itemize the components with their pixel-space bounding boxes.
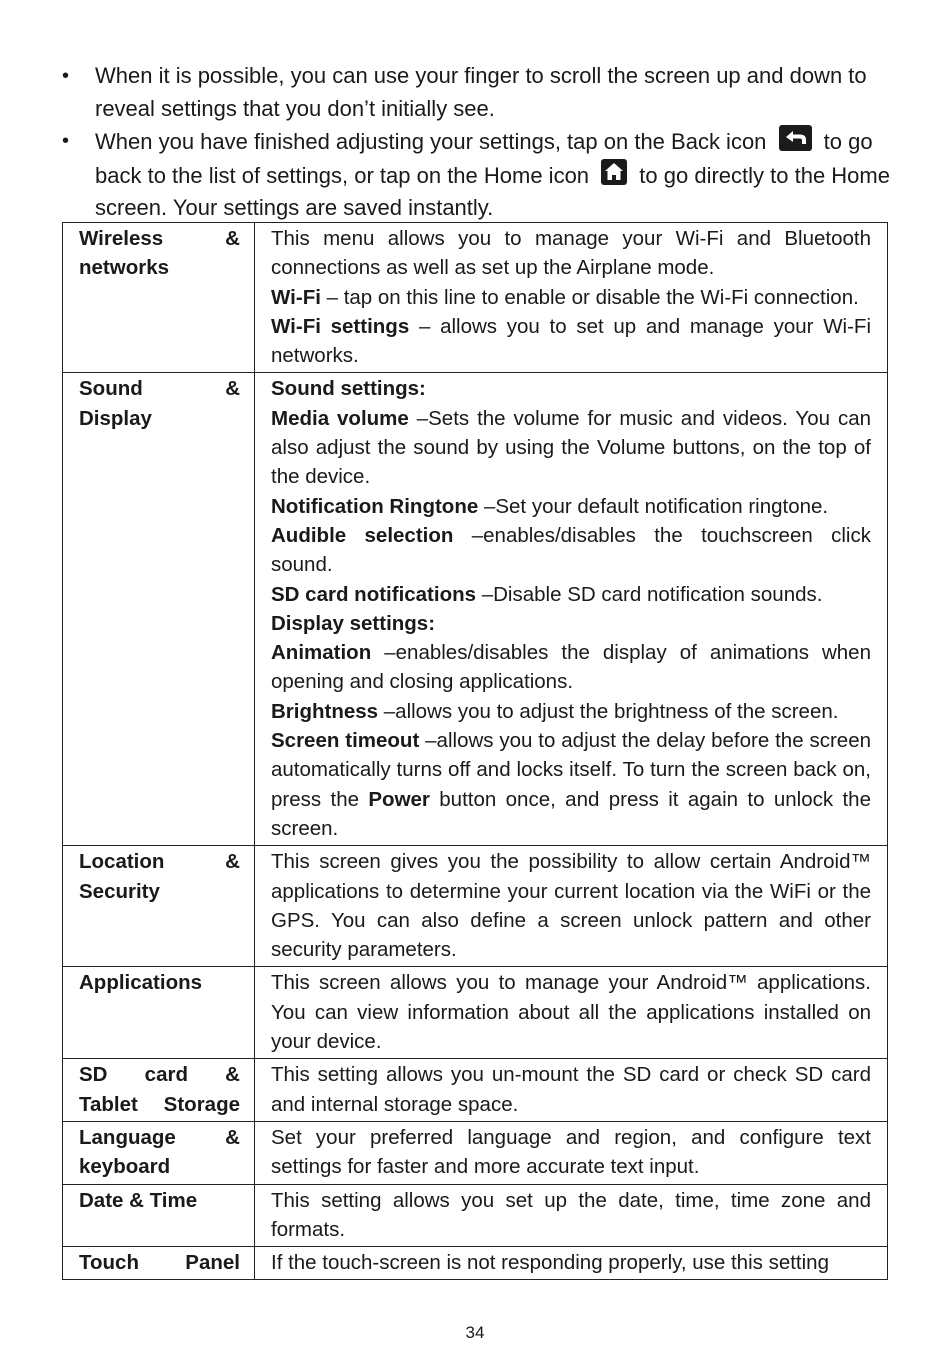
animation-item	[271, 638, 871, 697]
bullet-dot-icon: •	[62, 130, 70, 152]
row-label: Touch Panel	[63, 1247, 255, 1280]
row-label: Sound & Display	[63, 373, 255, 846]
animation-term: Animation	[271, 641, 372, 665]
table-row-datetime	[63, 1184, 888, 1247]
wifi-settings-term: Wi-Fi settings	[271, 314, 410, 338]
row-description: This setting allows you set up the date, time, time zone and formats.	[255, 1184, 888, 1247]
wifi-item	[271, 283, 871, 312]
row-label: SD card & Tablet Storage	[63, 1059, 255, 1122]
row-description: This screen allows you to manage your Android™ applications. You can view information about all the applications installed on your device.	[255, 967, 888, 1059]
display-heading	[271, 609, 871, 638]
ringtone-text: –Set your default notification ringtone.	[478, 494, 829, 518]
row-description	[255, 373, 888, 846]
power-term: Power	[368, 787, 430, 811]
table-row-language	[63, 1121, 888, 1184]
wifi-settings-text: – allows you to set up and manage your Wi-Fi networks.	[271, 314, 872, 368]
sound-heading	[271, 374, 871, 403]
brightness-item	[271, 697, 871, 726]
wifi-text: – tap on this line to enable or disable the Wi-Fi connection.	[320, 285, 859, 309]
table-row-touch	[63, 1247, 888, 1280]
display-heading-text: Display settings:	[271, 611, 436, 635]
row-label: Language & keyboard	[63, 1121, 255, 1184]
home-icon	[601, 159, 627, 185]
row-description: This screen gives you the possibility to allow certain Android™ applications to determine your current location via the WiFi or the GPS. You can also define a screen unlock pattern and other security parameters.	[255, 846, 888, 967]
back-arrow-icon	[779, 125, 812, 151]
audible-item	[271, 521, 871, 580]
audible-term: Audible selection	[271, 523, 454, 547]
table-row-location	[63, 846, 888, 967]
instruction-bullets	[60, 60, 890, 225]
wireless-intro: This menu allows you to manage your Wi-Fi and Bluetooth connections as well as set up the Airplane mode.	[271, 227, 871, 280]
brightness-term: Brightness	[271, 699, 379, 723]
back-tip-text-c: to go directly to the Home screen. Your settings are saved instantly.	[95, 162, 890, 220]
row-label: Location & Security	[63, 846, 255, 967]
scroll-tip-text: When it is possible, you can use your finger to scroll the screen up and down to reveal settings that you don’t initially see.	[95, 63, 867, 121]
ringtone-term: Notification Ringtone	[271, 494, 479, 518]
wifi-settings-item	[271, 312, 871, 371]
animation-text: –enables/disables the display of animations when opening and closing applications.	[271, 641, 871, 694]
row-description: If the touch-screen is not responding properly, use this setting	[255, 1247, 888, 1280]
bullet-back-tip	[60, 125, 890, 225]
settings-table	[62, 222, 888, 1280]
row-description: This setting allows you un-mount the SD card or check SD card and internal storage space.	[255, 1059, 888, 1122]
row-description	[255, 223, 888, 373]
media-term: Media volume	[271, 406, 409, 430]
back-tip-text-a: When you have finished adjusting your settings, tap on the Back icon	[95, 129, 767, 154]
table-row-sound	[63, 373, 888, 846]
bullet-dot-icon: •	[62, 65, 70, 87]
row-label: Applications	[63, 967, 255, 1059]
media-text: –Sets the volume for music and videos. You can also adjust the sound by using the Volume buttons, on the top of the device.	[271, 406, 872, 489]
media-volume-item	[271, 404, 871, 492]
wifi-term: Wi-Fi	[271, 285, 321, 309]
row-label: Wireless & networks	[63, 223, 255, 373]
sd-notifications-item	[271, 580, 871, 609]
back-tip-text-b: to go back to the list of settings, or tap on the Home icon	[95, 129, 873, 188]
page-number: 34	[465, 1323, 485, 1342]
screen-timeout-item	[271, 726, 871, 843]
table-row-sdcard	[63, 1059, 888, 1122]
timeout-term: Screen timeout	[271, 729, 420, 753]
row-description: Set your preferred language and region, and configure text settings for faster and more accurate text input.	[255, 1121, 888, 1184]
sd-term: SD card notifications	[271, 582, 477, 606]
sd-text: –Disable SD card notification sounds.	[476, 582, 823, 606]
table-row-wireless	[63, 223, 888, 373]
audible-text: –enables/disables the touchscreen click sound.	[271, 523, 871, 577]
table-row-applications	[63, 967, 888, 1059]
brightness-text: –allows you to adjust the brightness of the screen.	[378, 699, 839, 723]
sound-heading-text: Sound settings:	[271, 377, 426, 401]
ringtone-item	[271, 492, 871, 521]
bullet-scroll-tip	[60, 60, 890, 125]
row-label: Date & Time	[63, 1184, 255, 1247]
timeout-text-a: –allows you to adjust the delay before the screen automatically turns off and locks itself. To turn the screen back on, press the	[271, 729, 871, 811]
timeout-text-b: button once, and press it again to unlock the screen.	[271, 787, 871, 840]
